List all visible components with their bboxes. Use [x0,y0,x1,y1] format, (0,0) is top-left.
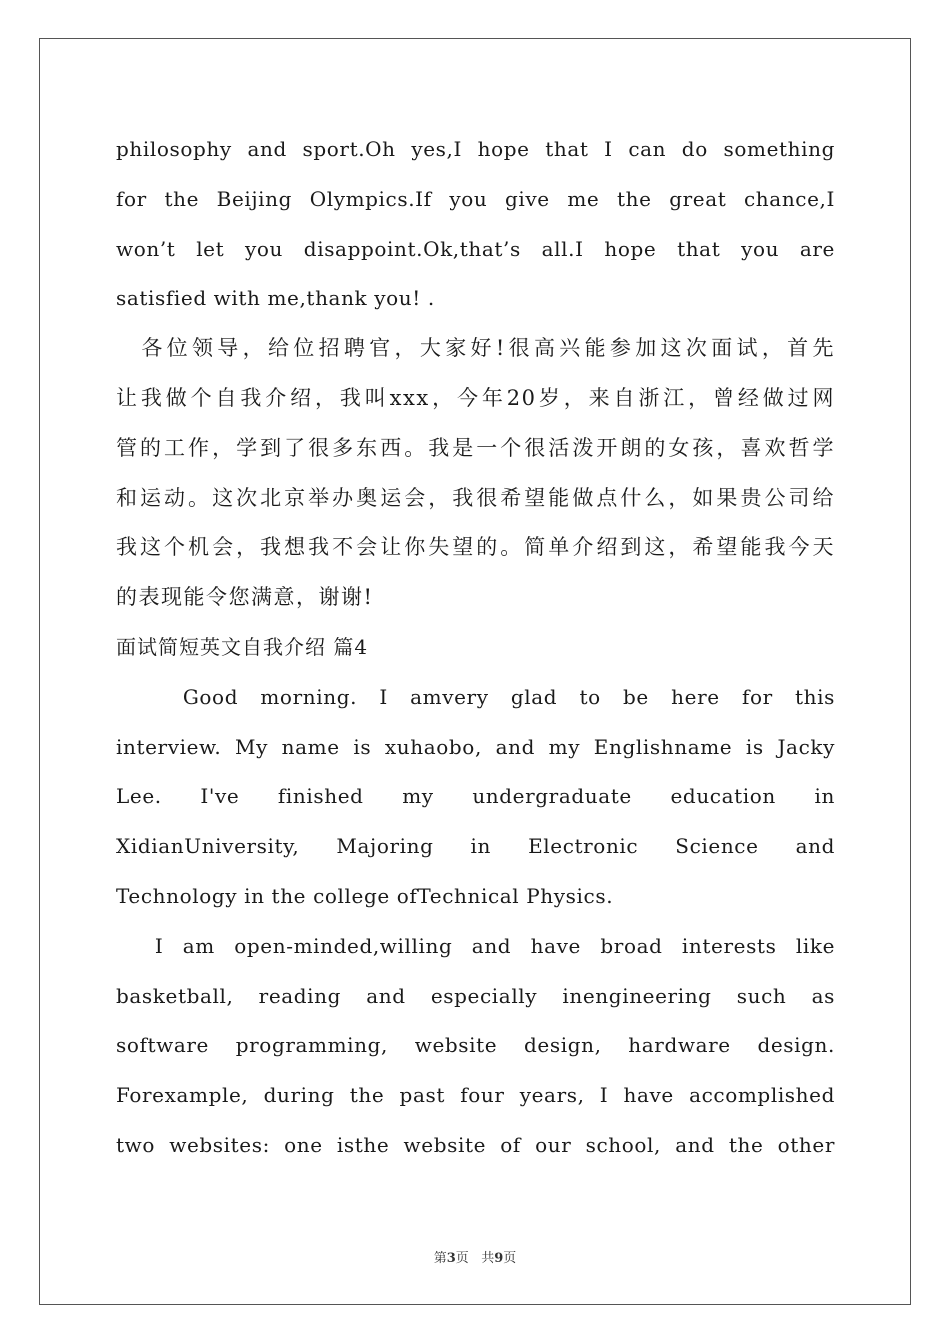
section-heading: 面试简短英文自我介绍 篇4 [116,634,369,659]
text-line: Lee. I've finished my undergraduate education in [116,784,835,809]
page-footer [0,1247,950,1266]
footer-total-prefix: 共 [481,1251,495,1266]
text-line: interview. My name is xuhaobo, and my Englishname is Jacky [116,734,835,759]
total-pages: 9 [494,1251,504,1266]
text-line: 的表现能令您满意，谢谢! [116,585,374,610]
text-line: Forexample, during the past four years, I have accomplished [116,1083,835,1108]
text-line: basketball, reading and especially inengineering such as [116,983,835,1008]
text-line: Technology in the college ofTechnical Physics. [116,883,614,908]
text-line: software programming, website design, hardware design. [116,1033,835,1058]
paragraph-2 [116,324,835,623]
paragraph-4 [116,922,835,1171]
text-line: 管的工作，学到了很多东西。我是一个很活泼开朗的女孩，喜欢哲学 [116,435,835,460]
footer-page-unit: 页 [455,1251,469,1266]
paragraph-3 [116,673,835,922]
footer-prefix: 第 [433,1251,447,1266]
text-line: 各位领导，给位招聘官，大家好!很高兴能参加这次面试，首先 [116,336,835,361]
text-line: philosophy and sport.Oh yes,I hope that I can do something [116,137,835,161]
text-line: I am open-minded,willing and have broad interests like [116,933,835,958]
text-line: for the Beijing Olympics.If you give me the great chance,I [116,186,835,211]
text-line: won’t let you disappoint.Ok,that’s all.I hope that you are [116,236,835,261]
text-line: two websites: one isthe website of our school, and the other [116,1132,835,1157]
text-line: 和运动。这次北京举办奥运会，我很希望能做点什么，如果贵公司给 [116,485,835,510]
text-line: XidianUniversity, Majoring in Electronic Science and [116,834,835,859]
paragraph-1 [116,125,835,324]
footer-total-unit: 页 [503,1251,517,1266]
text-line: 让我做个自我介绍，我叫xxx，今年20岁，来自浙江，曾经做过网 [116,385,835,410]
text-line: Good morning. I amvery glad to be here for this [116,684,835,709]
text-line: 我这个机会，我想我不会让你失望的。简单介绍到这，希望能我今天 [116,535,835,560]
document-body [116,125,835,1171]
text-line: satisfied with me,thank you! . [116,286,435,311]
page-number: 3 [446,1251,456,1266]
